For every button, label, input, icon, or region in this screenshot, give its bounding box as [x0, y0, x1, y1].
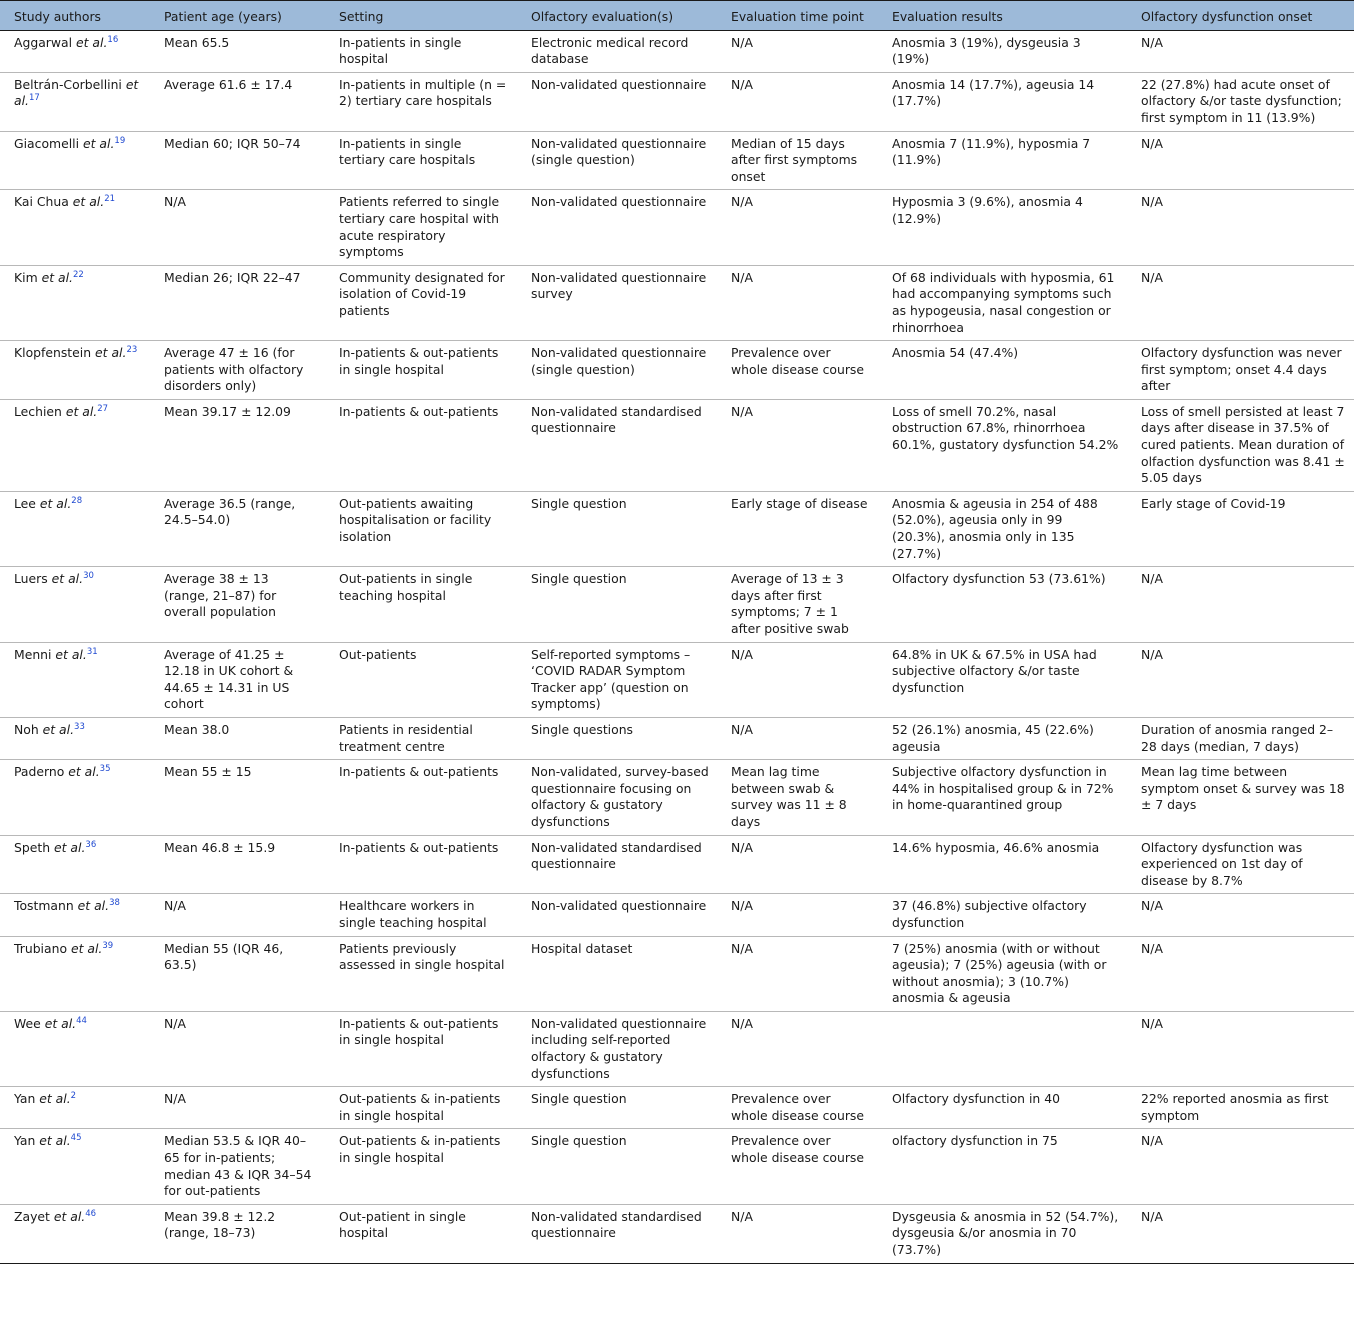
cell-olfactory-evaluation: Non-validated questionnaire survey — [517, 265, 717, 340]
table-row — [0, 717, 1354, 759]
cell-patient-age: Mean 55 ± 15 — [150, 760, 325, 835]
cell-study-authors — [0, 1129, 150, 1204]
author-name: Tostmann — [14, 898, 74, 914]
col-header-study-authors: Study authors — [0, 1, 150, 31]
author-name: Yan — [14, 1133, 36, 1149]
author-name: Trubiano — [14, 940, 68, 956]
cell-patient-age: Mean 38.0 — [150, 717, 325, 759]
cell-setting: Patients in residential treatment centre — [325, 717, 517, 759]
reference-link[interactable]: 19 — [114, 135, 126, 146]
cell-study-authors — [0, 642, 150, 717]
cell-evaluation-results: Dysgeusia & anosmia in 52 (54.7%), dysgeusia &/or anosmia in 70 (73.7%) — [878, 1204, 1127, 1263]
cell-olfactory-dysfunction-onset: Olfactory dysfunction was experienced on 1st day of disease by 8.7% — [1127, 835, 1354, 894]
author-name: Giacomelli — [14, 135, 80, 151]
cell-evaluation-time-point: N/A — [717, 894, 878, 936]
cell-evaluation-time-point: N/A — [717, 72, 878, 131]
cell-evaluation-time-point: N/A — [717, 30, 878, 72]
cell-olfactory-evaluation: Self-reported symptoms – ‘COVID RADAR Symptom Tracker app’ (question on symptoms) — [517, 642, 717, 717]
cell-evaluation-time-point: N/A — [717, 190, 878, 265]
cell-patient-age: N/A — [150, 190, 325, 265]
header-row — [0, 1, 1354, 31]
reference-link[interactable]: 28 — [71, 495, 83, 506]
cell-setting: Out-patients awaiting hospitalisation or facility isolation — [325, 491, 517, 566]
cell-setting: In-patients & out-patients in single hospital — [325, 1011, 517, 1086]
col-header-patient-age: Patient age (years) — [150, 1, 325, 31]
cell-patient-age: Median 60; IQR 50–74 — [150, 131, 325, 190]
cell-olfactory-dysfunction-onset: N/A — [1127, 131, 1354, 190]
cell-setting: In-patients & out-patients in single hospital — [325, 341, 517, 400]
cell-study-authors — [0, 190, 150, 265]
cell-evaluation-results: Subjective olfactory dysfunction in 44% in hospitalised group & in 72% in home-quarantined group — [878, 760, 1127, 835]
author-et-al: et al. — [61, 403, 98, 419]
author-et-al: et al. — [72, 34, 108, 50]
reference-link[interactable]: 45 — [70, 1133, 82, 1144]
cell-study-authors — [0, 1204, 150, 1263]
table-row — [0, 131, 1354, 190]
reference-link[interactable]: 16 — [107, 34, 119, 45]
cell-olfactory-evaluation: Non-validated, survey-based questionnaire focusing on olfactory & gustatory dysfunctions — [517, 760, 717, 835]
table-row — [0, 1011, 1354, 1086]
cell-study-authors — [0, 30, 150, 72]
reference-link[interactable]: 23 — [126, 344, 138, 355]
reference-link[interactable]: 36 — [85, 839, 97, 850]
cell-olfactory-dysfunction-onset: Loss of smell persisted at least 7 days after disease in 37.5% of cured patients. Mean duration of olfaction dysfunction was 8.41 ± 5.05 days — [1127, 399, 1354, 491]
table-row — [0, 341, 1354, 400]
author-name: Kai Chua — [14, 194, 69, 210]
cell-study-authors — [0, 835, 150, 894]
cell-patient-age: Median 53.5 & IQR 40–65 for in-patients; median 43 & IQR 34–54 for out-patients — [150, 1129, 325, 1204]
cell-olfactory-dysfunction-onset: Olfactory dysfunction was never first symptom; onset 4.4 days after — [1127, 341, 1354, 400]
cell-olfactory-dysfunction-onset: N/A — [1127, 936, 1354, 1011]
author-name: Menni — [14, 646, 52, 662]
cell-olfactory-dysfunction-onset: Mean lag time between symptom onset & survey was 18 ± 7 days — [1127, 760, 1354, 835]
cell-setting: In-patients & out-patients — [325, 835, 517, 894]
cell-evaluation-time-point: Prevalence over whole disease course — [717, 341, 878, 400]
cell-patient-age: N/A — [150, 1011, 325, 1086]
table-row — [0, 642, 1354, 717]
table-row — [0, 936, 1354, 1011]
cell-patient-age: Average 38 ± 13 (range, 21–87) for overall population — [150, 567, 325, 642]
author-et-al: et al. — [50, 839, 86, 855]
cell-setting: Community designated for isolation of Covid-19 patients — [325, 265, 517, 340]
col-header-evaluation-results: Evaluation results — [878, 1, 1127, 31]
author-name: Yan — [14, 1091, 36, 1107]
author-name: Wee — [14, 1015, 41, 1031]
author-name: Paderno — [14, 764, 65, 780]
author-name: Lechien — [14, 403, 62, 419]
cell-patient-age: Average of 41.25 ± 12.18 in UK cohort & 44.65 ± 14.31 in US cohort — [150, 642, 325, 717]
author-et-al: et al. — [49, 1208, 86, 1224]
table-body — [0, 30, 1354, 1263]
reference-link[interactable]: 31 — [86, 646, 98, 657]
table-row — [0, 567, 1354, 642]
col-header-olfactory-dysfunction-onset: Olfactory dysfunction onset — [1127, 1, 1354, 31]
cell-evaluation-time-point: N/A — [717, 1204, 878, 1263]
cell-evaluation-time-point: N/A — [717, 399, 878, 491]
cell-evaluation-results: Of 68 individuals with hyposmia, 61 had accompanying symptoms such as hypogeusia, nasal congestion or rhinorrhoea — [878, 265, 1127, 340]
author-et-al: et al. — [40, 1015, 77, 1031]
reference-link[interactable]: 27 — [97, 403, 109, 414]
cell-olfactory-dysfunction-onset: N/A — [1127, 190, 1354, 265]
table-row — [0, 760, 1354, 835]
cell-patient-age: Mean 65.5 — [150, 30, 325, 72]
cell-setting: In-patients & out-patients — [325, 399, 517, 491]
cell-evaluation-time-point: N/A — [717, 1011, 878, 1086]
table-row — [0, 1204, 1354, 1263]
cell-evaluation-time-point: N/A — [717, 936, 878, 1011]
cell-patient-age: Average 61.6 ± 17.4 — [150, 72, 325, 131]
cell-evaluation-results: Anosmia 54 (47.4%) — [878, 341, 1127, 400]
reference-link[interactable]: 21 — [104, 194, 116, 205]
cell-study-authors — [0, 894, 150, 936]
author-name: Kim — [14, 269, 38, 285]
cell-olfactory-dysfunction-onset: N/A — [1127, 894, 1354, 936]
cell-olfactory-evaluation: Non-validated questionnaire (single question) — [517, 341, 717, 400]
col-header-setting: Setting — [325, 1, 517, 31]
reference-link[interactable]: 46 — [85, 1208, 97, 1219]
cell-patient-age: N/A — [150, 1087, 325, 1129]
cell-evaluation-results: Olfactory dysfunction in 40 — [878, 1087, 1127, 1129]
cell-evaluation-results: 64.8% in UK & 67.5% in USA had subjective olfactory &/or taste dysfunction — [878, 642, 1127, 717]
cell-olfactory-evaluation: Non-validated questionnaire (single question) — [517, 131, 717, 190]
cell-olfactory-evaluation: Non-validated standardised questionnaire — [517, 835, 717, 894]
cell-evaluation-time-point: Prevalence over whole disease course — [717, 1087, 878, 1129]
table-row — [0, 894, 1354, 936]
cell-olfactory-dysfunction-onset: N/A — [1127, 642, 1354, 717]
cell-olfactory-evaluation: Single question — [517, 1129, 717, 1204]
cell-evaluation-time-point: Early stage of disease — [717, 491, 878, 566]
cell-evaluation-time-point: Mean lag time between swab & survey was 11 ± 8 days — [717, 760, 878, 835]
cell-evaluation-results: Olfactory dysfunction 53 (73.61%) — [878, 567, 1127, 642]
cell-evaluation-time-point: Median of 15 days after first symptoms onset — [717, 131, 878, 190]
cell-study-authors — [0, 1087, 150, 1129]
cell-setting: In-patients in single tertiary care hospitals — [325, 131, 517, 190]
cell-setting: Healthcare workers in single teaching hospital — [325, 894, 517, 936]
author-name: Aggarwal — [14, 34, 73, 50]
cell-olfactory-evaluation: Non-validated questionnaire — [517, 894, 717, 936]
table-row — [0, 491, 1354, 566]
cell-evaluation-results: 14.6% hyposmia, 46.6% anosmia — [878, 835, 1127, 894]
reference-link[interactable]: 30 — [83, 571, 94, 582]
col-header-olfactory-evaluation: Olfactory evaluation(s) — [517, 1, 717, 31]
table-row — [0, 265, 1354, 340]
reference-link[interactable]: 33 — [74, 721, 85, 732]
author-et-al: et al. — [47, 571, 84, 587]
cell-evaluation-time-point: N/A — [717, 835, 878, 894]
author-et-al: et al. — [91, 345, 127, 361]
author-name: Klopfenstein — [14, 345, 92, 361]
author-et-al: et al. — [79, 135, 115, 151]
author-name: Speth — [14, 839, 51, 855]
cell-olfactory-evaluation: Electronic medical record database — [517, 30, 717, 72]
cell-evaluation-results: olfactory dysfunction in 75 — [878, 1129, 1127, 1204]
author-et-al: et al. — [73, 898, 110, 914]
cell-study-authors — [0, 72, 150, 131]
cell-evaluation-time-point: Average of 13 ± 3 days after first symptoms; 7 ± 1 after positive swab — [717, 567, 878, 642]
author-et-al: et al. — [51, 646, 87, 662]
cell-olfactory-dysfunction-onset: 22% reported anosmia as first symptom — [1127, 1087, 1354, 1129]
cell-evaluation-time-point: N/A — [717, 642, 878, 717]
cell-evaluation-results: Anosmia 3 (19%), dysgeusia 3 (19%) — [878, 30, 1127, 72]
cell-patient-age: N/A — [150, 894, 325, 936]
table-row — [0, 399, 1354, 491]
cell-evaluation-results: Anosmia 7 (11.9%), hyposmia 7 (11.9%) — [878, 131, 1127, 190]
cell-olfactory-evaluation: Single question — [517, 491, 717, 566]
cell-olfactory-dysfunction-onset: N/A — [1127, 1011, 1354, 1086]
cell-setting: In-patients & out-patients — [325, 760, 517, 835]
cell-study-authors — [0, 341, 150, 400]
author-et-al: et al. — [68, 194, 105, 210]
author-et-al: et al. — [67, 940, 103, 956]
cell-evaluation-results: Loss of smell 70.2%, nasal obstruction 67.8%, rhinorrhoea 60.1%, gustatory dysfunction 54.2% — [878, 399, 1127, 491]
cell-setting: Patients referred to single tertiary care hospital with acute respiratory symptoms — [325, 190, 517, 265]
cell-study-authors — [0, 265, 150, 340]
cell-olfactory-dysfunction-onset: N/A — [1127, 567, 1354, 642]
cell-setting: Out-patients — [325, 642, 517, 717]
cell-olfactory-evaluation: Non-validated standardised questionnaire — [517, 1204, 717, 1263]
reference-link[interactable]: 35 — [99, 764, 111, 775]
cell-olfactory-evaluation: Non-validated standardised questionnaire — [517, 399, 717, 491]
cell-evaluation-time-point: N/A — [717, 265, 878, 340]
cell-setting: In-patients in multiple (n = 2) tertiary care hospitals — [325, 72, 517, 131]
reference-link[interactable]: 38 — [109, 898, 120, 909]
author-et-al: et al. — [35, 495, 72, 511]
cell-study-authors — [0, 131, 150, 190]
cell-patient-age: Median 55 (IQR 46, 63.5) — [150, 936, 325, 1011]
cell-study-authors — [0, 717, 150, 759]
cell-olfactory-dysfunction-onset: Duration of anosmia ranged 2–28 days (median, 7 days) — [1127, 717, 1354, 759]
cell-olfactory-dysfunction-onset: N/A — [1127, 30, 1354, 72]
cell-olfactory-evaluation: Non-validated questionnaire including self-reported olfactory & gustatory dysfunctions — [517, 1011, 717, 1086]
cell-patient-age: Mean 46.8 ± 15.9 — [150, 835, 325, 894]
author-name: Noh — [14, 721, 39, 737]
cell-evaluation-results: Anosmia & ageusia in 254 of 488 (52.0%), ageusia only in 99 (20.3%), anosmia only in 135 (27.7%) — [878, 491, 1127, 566]
cell-olfactory-dysfunction-onset: 22 (27.8%) had acute onset of olfactory &/or taste dysfunction; first symptom in 11 (13.9%) — [1127, 72, 1354, 131]
cell-olfactory-evaluation: Hospital dataset — [517, 936, 717, 1011]
author-et-al: et al. — [37, 269, 73, 285]
cell-study-authors — [0, 760, 150, 835]
author-et-al: et al. — [14, 76, 139, 109]
table-row — [0, 1087, 1354, 1129]
author-et-al: et al. — [64, 764, 100, 780]
cell-olfactory-dysfunction-onset: N/A — [1127, 1204, 1354, 1263]
cell-olfactory-evaluation: Single question — [517, 567, 717, 642]
table-row — [0, 72, 1354, 131]
cell-olfactory-evaluation: Single questions — [517, 717, 717, 759]
cell-olfactory-evaluation: Non-validated questionnaire — [517, 72, 717, 131]
cell-study-authors — [0, 1011, 150, 1086]
cell-study-authors — [0, 567, 150, 642]
cell-olfactory-dysfunction-onset: Early stage of Covid-19 — [1127, 491, 1354, 566]
author-name: Luers — [14, 571, 48, 587]
reference-link[interactable]: 17 — [28, 93, 40, 104]
author-et-al: et al. — [35, 1133, 71, 1149]
reference-link[interactable]: 44 — [76, 1015, 87, 1026]
table-row — [0, 190, 1354, 265]
table-row — [0, 1129, 1354, 1204]
col-header-evaluation-time-point: Evaluation time point — [717, 1, 878, 31]
cell-patient-age: Average 36.5 (range, 24.5–54.0) — [150, 491, 325, 566]
author-name: Beltrán-Corbellini — [14, 76, 122, 92]
cell-olfactory-evaluation: Non-validated questionnaire — [517, 190, 717, 265]
cell-setting: Patients previously assessed in single hospital — [325, 936, 517, 1011]
author-et-al: et al. — [38, 721, 75, 737]
reference-link[interactable]: 39 — [102, 940, 114, 951]
cell-patient-age: Average 47 ± 16 (for patients with olfactory disorders only) — [150, 341, 325, 400]
author-et-al: et al. — [35, 1091, 71, 1107]
cell-setting: Out-patients & in-patients in single hospital — [325, 1129, 517, 1204]
cell-patient-age: Mean 39.8 ± 12.2 (range, 18–73) — [150, 1204, 325, 1263]
reference-link[interactable]: 2 — [70, 1091, 77, 1102]
cell-olfactory-dysfunction-onset: N/A — [1127, 265, 1354, 340]
cell-setting: In-patients in single hospital — [325, 30, 517, 72]
table-row — [0, 835, 1354, 894]
cell-olfactory-dysfunction-onset: N/A — [1127, 1129, 1354, 1204]
reference-link[interactable]: 22 — [72, 269, 84, 280]
author-name: Zayet — [14, 1208, 50, 1224]
cell-patient-age: Mean 39.17 ± 12.09 — [150, 399, 325, 491]
table-row — [0, 30, 1354, 72]
cell-evaluation-time-point: Prevalence over whole disease course — [717, 1129, 878, 1204]
cell-study-authors — [0, 399, 150, 491]
cell-patient-age: Median 26; IQR 22–47 — [150, 265, 325, 340]
cell-evaluation-results — [878, 1011, 1127, 1086]
cell-study-authors — [0, 936, 150, 1011]
cell-setting: Out-patients in single teaching hospital — [325, 567, 517, 642]
cell-study-authors — [0, 491, 150, 566]
cell-evaluation-results: Anosmia 14 (17.7%), ageusia 14 (17.7%) — [878, 72, 1127, 131]
cell-setting: Out-patient in single hospital — [325, 1204, 517, 1263]
cell-evaluation-results: 52 (26.1%) anosmia, 45 (22.6%) ageusia — [878, 717, 1127, 759]
cell-olfactory-evaluation: Single question — [517, 1087, 717, 1129]
cell-setting: Out-patients & in-patients in single hospital — [325, 1087, 517, 1129]
author-name: Lee — [14, 495, 36, 511]
cell-evaluation-time-point: N/A — [717, 717, 878, 759]
cell-evaluation-results: 7 (25%) anosmia (with or without ageusia); 7 (25%) ageusia (with or without anosmia); 3 (10.7%) anosmia & ageusia — [878, 936, 1127, 1011]
cell-evaluation-results: 37 (46.8%) subjective olfactory dysfunction — [878, 894, 1127, 936]
cell-evaluation-results: Hyposmia 3 (9.6%), anosmia 4 (12.9%) — [878, 190, 1127, 265]
